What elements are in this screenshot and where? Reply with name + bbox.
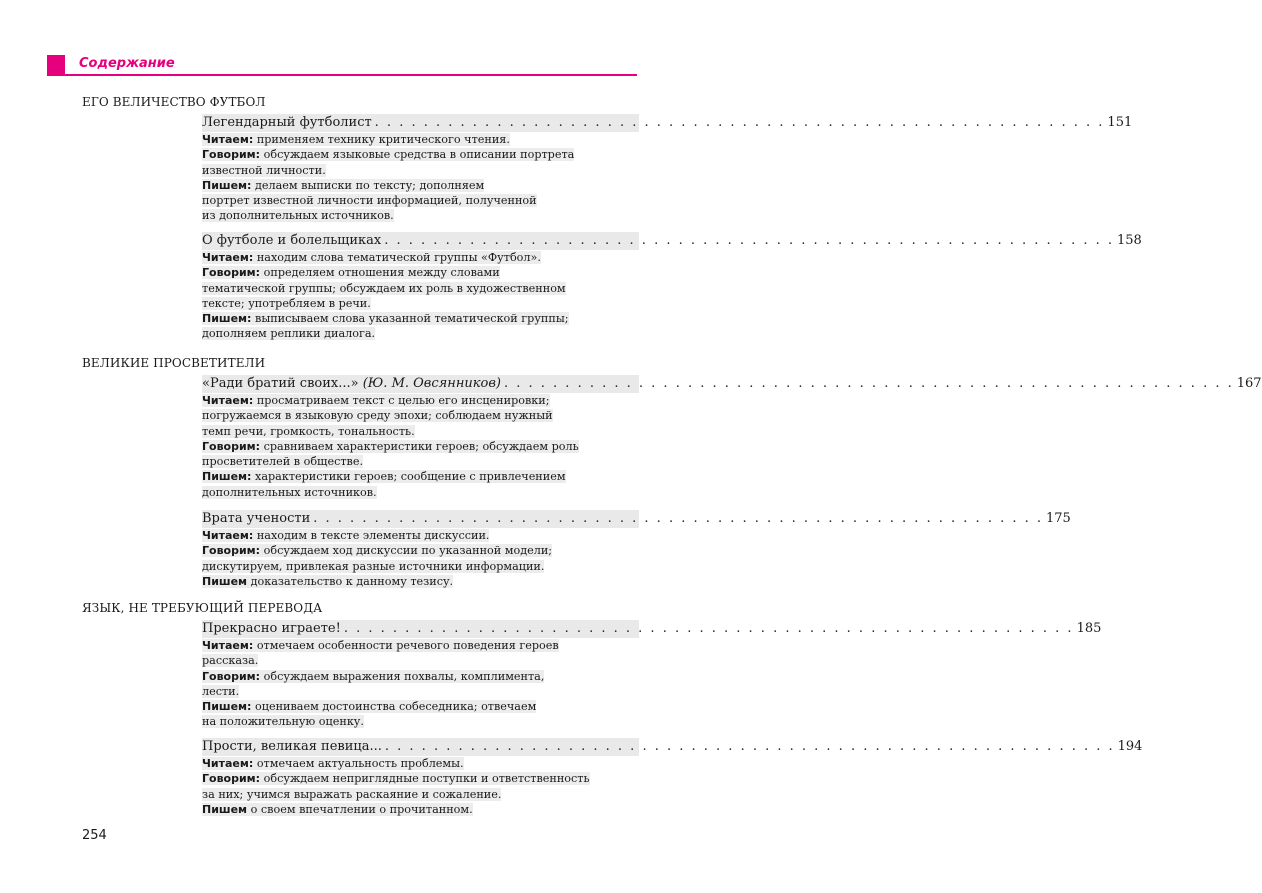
entry-description-line bbox=[202, 653, 639, 668]
section-title: ВЕЛИКИЕ ПРОСВЕТИТЕЛИ bbox=[82, 356, 266, 370]
activity-text: лести. bbox=[202, 684, 240, 698]
entry-author: (Ю. М. Овсянников) bbox=[362, 376, 501, 391]
entry-page-number: 185 bbox=[1076, 621, 1102, 636]
activity-text: обсуждаем выражения похвалы, комплимента, bbox=[263, 669, 545, 683]
entry-description-line bbox=[202, 281, 639, 296]
entry-page-number: 158 bbox=[1117, 233, 1142, 248]
entry-description-line bbox=[202, 439, 639, 454]
activity-text: доказательство к данному тезису. bbox=[250, 574, 454, 588]
activity-text: характеристики героев; сообщение с привлечением bbox=[255, 470, 566, 484]
activity-label: Говорим: bbox=[202, 266, 261, 280]
entry-description-line bbox=[202, 454, 639, 469]
entry-title-text: О футболе и болельщиках bbox=[202, 233, 382, 248]
activity-text: рассказа. bbox=[202, 654, 259, 668]
entry-description-line bbox=[202, 208, 639, 223]
activity-label: Говорим: bbox=[202, 439, 261, 453]
activity-text: известной личности. bbox=[202, 163, 326, 177]
entry-description-line bbox=[202, 250, 639, 265]
entry-description-line bbox=[202, 528, 639, 543]
activity-label: Читаем: bbox=[202, 757, 254, 770]
entry-page-number: 151 bbox=[1107, 115, 1133, 130]
entry-description-line bbox=[202, 559, 639, 574]
dot-leader: . . . . . . . . . . . . . . . . . . . . . . . . . . . . . . . . . . . . . . . . . . . . . . . . . . . . . . . . . . . . bbox=[374, 115, 1105, 130]
activity-label: Говорим: bbox=[202, 148, 261, 162]
entry-title-text: «Ради братий своих...» bbox=[202, 376, 359, 391]
entry-description-line bbox=[202, 393, 639, 408]
activity-label: Пишем: bbox=[202, 470, 252, 484]
entry-title-text: Врата учености bbox=[202, 511, 311, 526]
activity-text: обсуждаем языковые средства в описании портрета bbox=[263, 148, 575, 162]
header-rule bbox=[47, 74, 637, 76]
entry-description-line bbox=[202, 574, 639, 589]
toc-entry-heading[interactable] bbox=[202, 510, 1071, 528]
activity-text: отмечаем особенности речевого поведения героев bbox=[256, 639, 559, 652]
activity-label: Пишем: bbox=[202, 312, 252, 326]
entry-description-line bbox=[202, 163, 639, 178]
section-title: ЕГО ВЕЛИЧЕСТВО ФУТБОЛ bbox=[82, 95, 266, 109]
entry-description-line bbox=[202, 424, 639, 439]
dot-leader: . . . . . . . . . . . . . . . . . . . . . . . . . . . . . . . . . . . . . . . . . . . . . . . . . . . . . . . . . . . . bbox=[343, 621, 1074, 636]
entry-description-line bbox=[202, 684, 639, 699]
entry-description-line bbox=[202, 326, 639, 341]
dot-leader: . . . . . . . . . . . . . . . . . . . . . . . . . . . . . . . . . . . . . . . . . . . . . . . . . . . . . . . . . . . . bbox=[384, 233, 1114, 248]
entry-description-line bbox=[202, 469, 639, 484]
activity-label: Говорим: bbox=[202, 772, 261, 786]
toc-entry bbox=[202, 375, 1262, 500]
entry-description-line bbox=[202, 296, 639, 311]
entry-page-number: 194 bbox=[1117, 739, 1143, 754]
toc-entry bbox=[202, 114, 1133, 224]
activity-text: тематической группы; обсуждаем их роль в художественном bbox=[202, 281, 566, 295]
entry-title bbox=[202, 510, 313, 528]
entry-description-line bbox=[202, 756, 639, 771]
entry-title-text: Прекрасно играете! bbox=[202, 621, 341, 636]
entry-description-line bbox=[202, 311, 639, 326]
entry-description-line bbox=[202, 699, 639, 714]
entry-title bbox=[202, 738, 385, 756]
activity-label: Читаем: bbox=[202, 639, 254, 652]
entry-description-line bbox=[202, 802, 639, 817]
entry-description-line bbox=[202, 787, 639, 802]
entry-description-line bbox=[202, 178, 639, 193]
toc-entry-heading[interactable] bbox=[202, 232, 1142, 250]
activity-text: темп речи, громкость, тональность. bbox=[202, 424, 415, 438]
activity-label: Читаем: bbox=[202, 251, 254, 264]
activity-label: Читаем: bbox=[202, 133, 254, 146]
page-number: 254 bbox=[82, 828, 107, 843]
entry-description-line bbox=[202, 132, 639, 147]
activity-text: за них; учимся выражать раскаяние и сожаление. bbox=[202, 787, 502, 801]
section-title: ЯЗЫК, НЕ ТРЕБУЮЩИЙ ПЕРЕВОДА bbox=[82, 601, 323, 615]
activity-text: обсуждаем ход дискуссии по указанной модели; bbox=[263, 544, 553, 558]
entry-page-number: 175 bbox=[1046, 511, 1071, 526]
activity-label: Пишем: bbox=[202, 700, 252, 714]
toc-entry bbox=[202, 738, 1143, 817]
page-header bbox=[47, 55, 637, 77]
entry-page-number: 167 bbox=[1236, 376, 1262, 391]
entry-title bbox=[202, 375, 504, 393]
entry-description-line bbox=[202, 771, 639, 786]
activity-text: сравниваем характеристики героев; обсуждаем роль bbox=[263, 439, 579, 453]
activity-label: Говорим: bbox=[202, 669, 261, 683]
entry-description-line bbox=[202, 265, 639, 280]
activity-text: дополняем реплики диалога. bbox=[202, 327, 376, 341]
entry-title bbox=[202, 620, 344, 638]
header-title: Содержание bbox=[79, 56, 175, 71]
activity-label: Читаем: bbox=[202, 394, 254, 407]
activity-text: находим в тексте элементы дискуссии. bbox=[256, 529, 490, 542]
activity-label: Пишем bbox=[202, 802, 248, 816]
activity-text: портрет известной личности информацией, полученной bbox=[202, 194, 537, 208]
activity-text: оцениваем достоинства собеседника; отвечаем bbox=[255, 700, 537, 714]
entry-description-line bbox=[202, 714, 639, 729]
activity-text: просветителей в обществе. bbox=[202, 455, 364, 469]
toc-entry bbox=[202, 620, 1102, 730]
activity-text: находим слова тематической группы «Футбол». bbox=[256, 251, 541, 264]
activity-text: погружаемся в языковую среду эпохи; соблюдаем нужный bbox=[202, 409, 553, 423]
activity-label: Пишем: bbox=[202, 178, 252, 192]
entry-description-line bbox=[202, 147, 639, 162]
activity-text: выписываем слова указанной тематической группы; bbox=[255, 312, 569, 326]
entry-description-line bbox=[202, 543, 639, 558]
activity-text: просматриваем текст с целью его инсценировки; bbox=[256, 394, 550, 407]
toc-entry-heading[interactable] bbox=[202, 620, 1102, 638]
activity-text: дополнительных источников. bbox=[202, 485, 377, 499]
activity-text: на положительную оценку. bbox=[202, 715, 364, 729]
activity-text: о своем впечатлении о прочитанном. bbox=[250, 802, 473, 816]
activity-label: Читаем: bbox=[202, 529, 254, 542]
toc-entry-heading[interactable] bbox=[202, 738, 1143, 756]
toc-entry-heading[interactable] bbox=[202, 375, 1262, 393]
activity-text: из дополнительных источников. bbox=[202, 209, 394, 223]
entry-description-line bbox=[202, 638, 639, 653]
entry-description-line bbox=[202, 408, 639, 423]
toc-entry bbox=[202, 232, 1142, 342]
entry-title bbox=[202, 114, 375, 132]
entry-title bbox=[202, 232, 384, 250]
entry-description-line bbox=[202, 669, 639, 684]
toc-entry-heading[interactable] bbox=[202, 114, 1133, 132]
entry-description-line bbox=[202, 193, 639, 208]
entry-title-text: Прости, великая певица... bbox=[202, 739, 382, 754]
activity-label: Пишем bbox=[202, 574, 248, 588]
activity-label: Говорим: bbox=[202, 544, 261, 558]
activity-text: отмечаем актуальность проблемы. bbox=[256, 757, 464, 770]
toc-entry bbox=[202, 510, 1071, 589]
activity-text: дискутируем, привлекая разные источники информации. bbox=[202, 559, 545, 573]
activity-text: делаем выписки по тексту; дополняем bbox=[255, 178, 485, 192]
entry-title-text: Легендарный футболист bbox=[202, 115, 372, 130]
activity-text: обсуждаем неприглядные поступки и ответственность bbox=[263, 772, 590, 786]
header-accent-square bbox=[47, 55, 65, 74]
activity-text: применяем технику критического чтения. bbox=[256, 133, 510, 146]
dot-leader: . . . . . . . . . . . . . . . . . . . . . . . . . . . . . . . . . . . . . . . . . . . . . . . . . . . . . . . . . . . . bbox=[384, 739, 1115, 754]
activity-text: тексте; употребляем в речи. bbox=[202, 296, 371, 310]
entry-description-line bbox=[202, 485, 639, 500]
activity-text: определяем отношения между словами bbox=[263, 266, 500, 280]
dot-leader: . . . . . . . . . . . . . . . . . . . . . . . . . . . . . . . . . . . . . . . . . . . . . . . . . . . . . . . . . . . . bbox=[503, 376, 1234, 391]
dot-leader: . . . . . . . . . . . . . . . . . . . . . . . . . . . . . . . . . . . . . . . . . . . . . . . . . . . . . . . . . . . . bbox=[313, 511, 1044, 526]
